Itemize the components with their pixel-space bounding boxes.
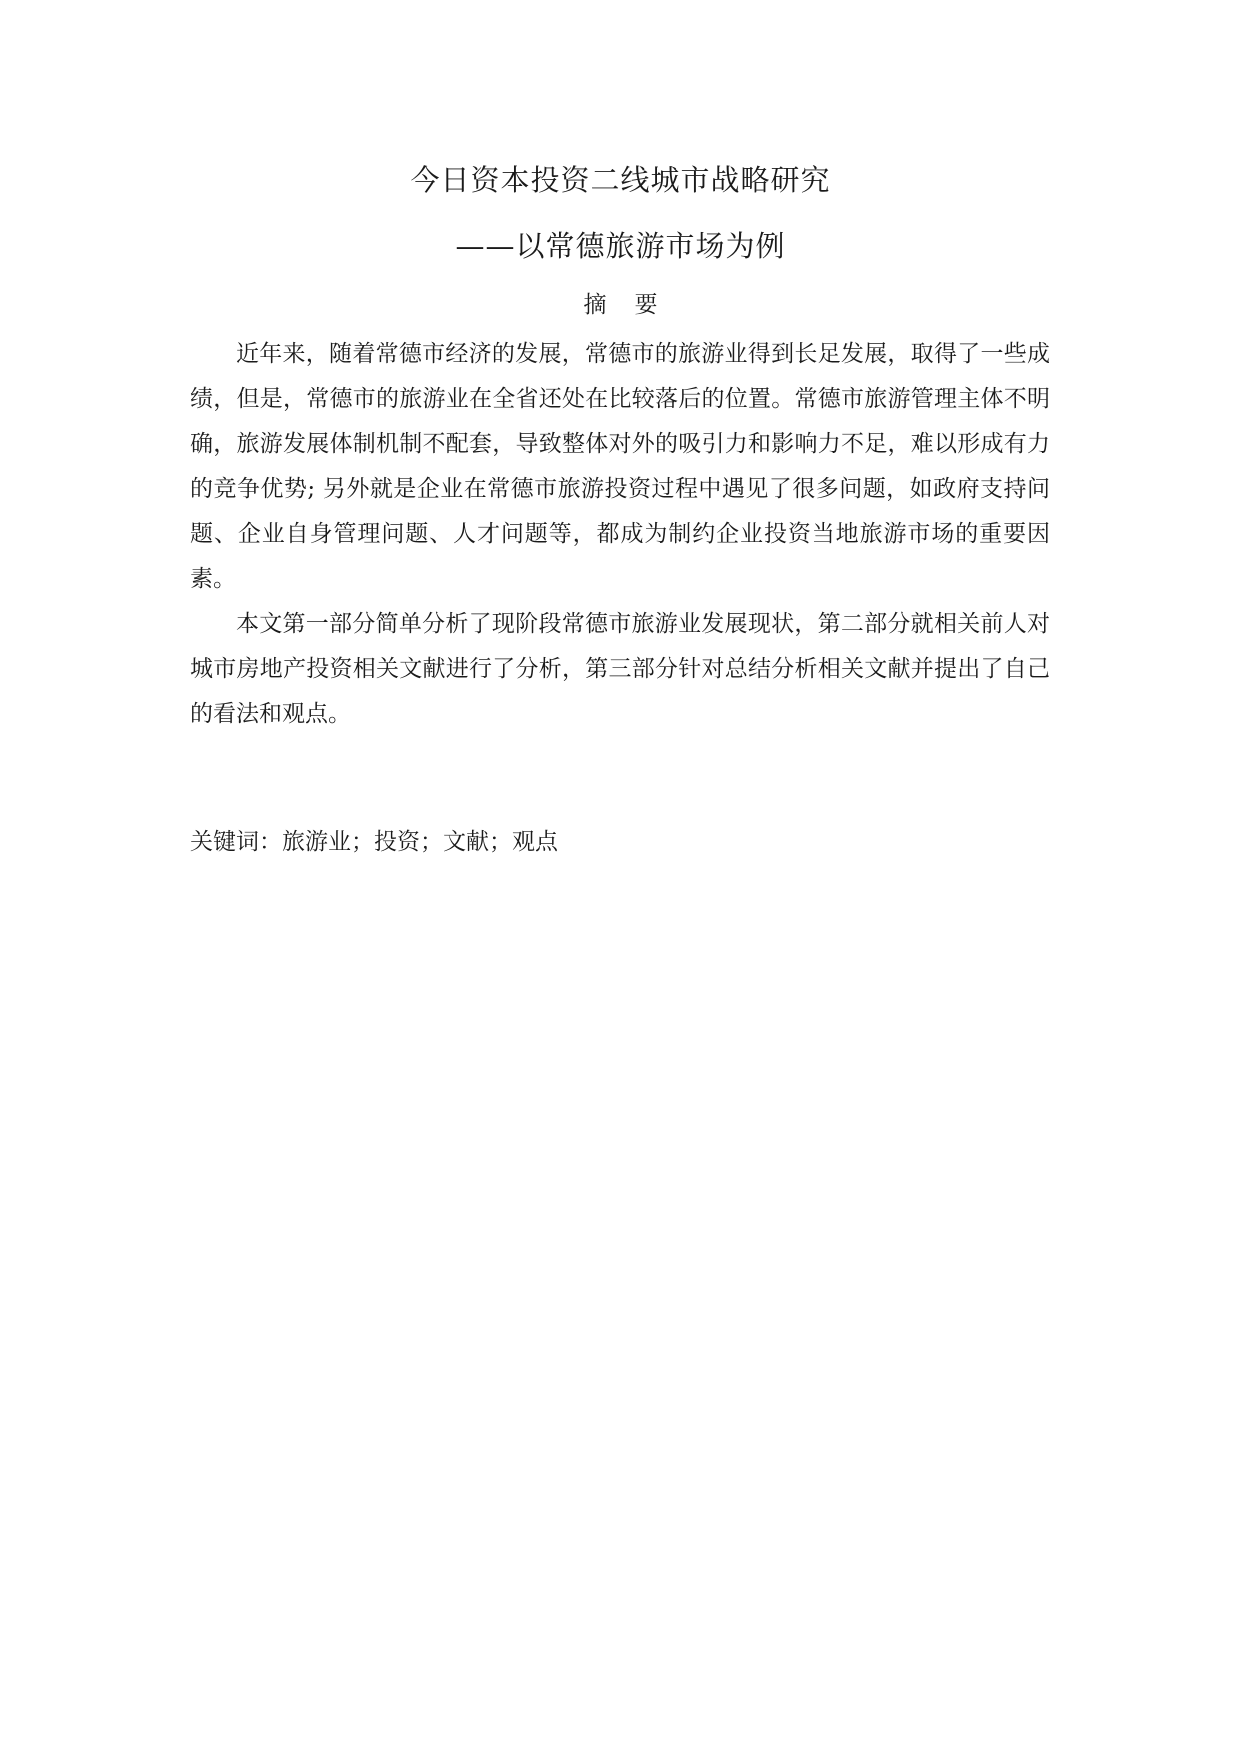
abstract-heading-char-1: 摘 (583, 292, 607, 318)
abstract-paragraph-1: 近年来，随着常德市经济的发展，常德市的旅游业得到长足发展，取得了一些成绩，但是，常德市的旅游业在全省还处在比较落后的位置。常德市旅游管理主体不明确，旅游发展体制机制不配套，导致整体对外的吸引力和影响力不足，难以形成有力的竞争优势; 另外就是企业在常德市旅游投资过程中遇见了很多问题，如政府支持问题、企业自身管理问题、人才问题等，都成为制约企业投资当地旅游市场的重要因素。 (190, 341, 1050, 592)
paper-subtitle: ——以常德旅游市场为例 (455, 229, 786, 263)
abstract-heading (0, 288, 1241, 322)
abstract-body (190, 332, 1050, 737)
paper-title: 今日资本投资二线城市战略研究 (410, 163, 831, 197)
keywords-line: 关键词：旅游业；投资；文献；观点 (190, 829, 558, 855)
abstract-heading-char-2: 要 (634, 292, 658, 318)
abstract-paragraph-2: 本文第一部分简单分析了现阶段常德市旅游业发展现状，第二部分就相关前人对城市房地产投资相关文献进行了分析，第三部分针对总结分析相关文献并提出了自己的看法和观点。 (190, 611, 1050, 727)
